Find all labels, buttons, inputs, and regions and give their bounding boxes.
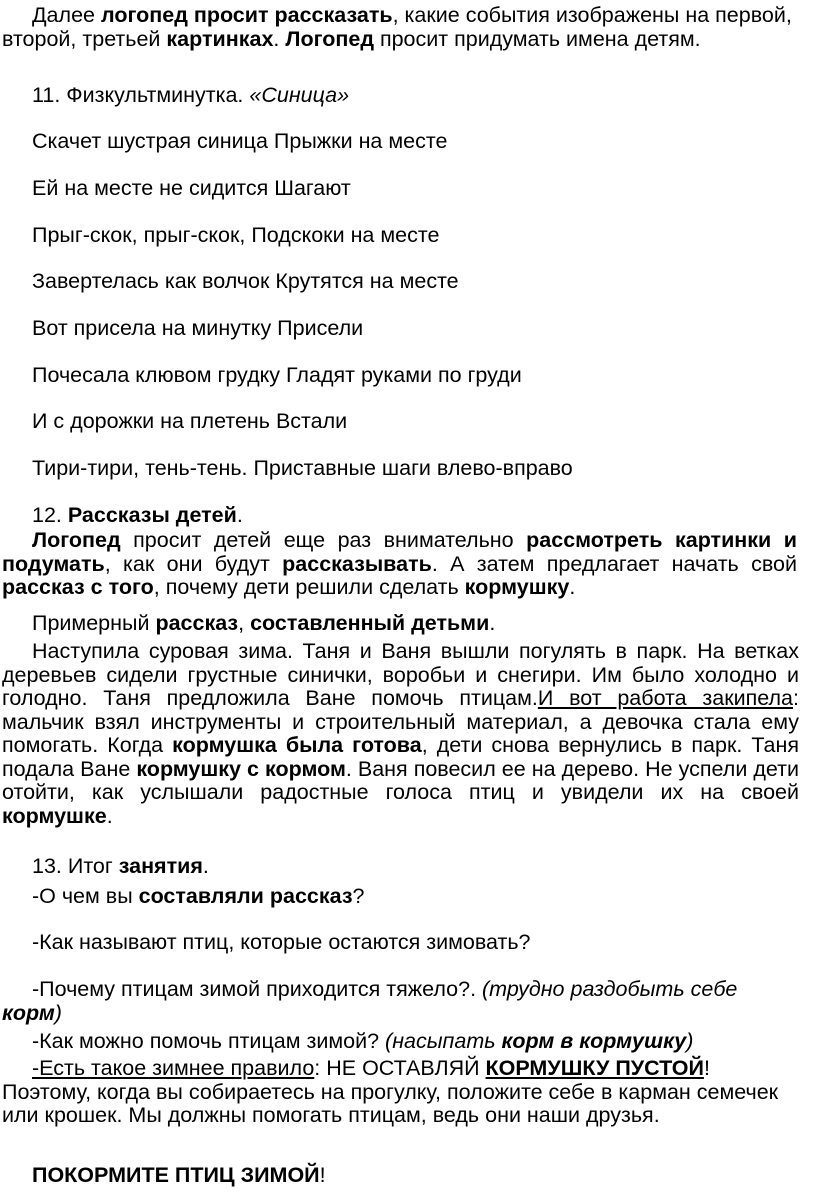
bold-text: рассказывать [282, 551, 432, 576]
text: . [273, 26, 286, 51]
bold-text: Логопед [32, 528, 121, 552]
logoped-paragraph [2, 529, 797, 600]
bold-underlined-text: КОРМУШКУ ПУСТОЙ [485, 1056, 704, 1080]
underlined-text [486, 1056, 704, 1080]
example-heading [32, 612, 495, 636]
bold-italic-text: корм в кормушку [501, 1029, 687, 1053]
item-12-heading [32, 504, 243, 528]
bold-text: логопед просит рассказать [100, 3, 393, 27]
question-1 [32, 885, 365, 909]
text: . [569, 575, 576, 599]
bold-text: занятия [118, 854, 203, 878]
text: 12. [32, 503, 68, 527]
text: просит детей еще раз внимательно [120, 528, 527, 552]
bold-text: кормушку с кормом [136, 756, 346, 781]
poem-line: Вот присела на минутку Присели [32, 316, 364, 340]
poem-line: Почесала клювом грудку Гладят руками по груди [32, 363, 522, 387]
item-11-heading [32, 84, 349, 108]
text: 13. Итог [32, 854, 119, 878]
text: , дети снова вернулись в парк. Таня подала Ване [2, 733, 799, 781]
bold-text: рассказ с того [2, 575, 154, 599]
bold-text: кормушка была готова [172, 733, 422, 757]
italic-text [2, 1001, 55, 1025]
text: просит придумать имена детям. [373, 26, 701, 51]
text: : мальчик взял инструменты и строительный материал, а девочка стала ему помогать. Когда [2, 686, 799, 757]
rule-paragraph [2, 1057, 797, 1128]
text: 11. Физкультминутка. [32, 83, 250, 107]
text: . [236, 503, 243, 527]
poem-line: Ей на месте не сидится Шагают [32, 176, 351, 200]
bold-text: составленный детьми [250, 611, 490, 635]
text: , почему дети решили сделать [153, 575, 465, 599]
bold-text: рассмотреть картинки и подумать [2, 528, 797, 576]
text: . [489, 611, 496, 635]
text: ? [352, 884, 365, 908]
bold-text: картинках [166, 26, 274, 51]
intro-paragraph [2, 4, 802, 51]
italic-text: (насыпать [385, 1029, 502, 1053]
text: -Как можно помочь птицам зимой? [32, 1029, 386, 1053]
final-slogan [32, 1164, 326, 1188]
story-paragraph [2, 640, 799, 828]
bold-text: составляли рассказ [138, 884, 353, 908]
poem-line: Скачет шустрая синица Прыжки на месте [32, 129, 448, 153]
text: , какие события изображены на первой, второй, третьей [2, 3, 792, 51]
question-4 [32, 1030, 693, 1054]
bold-text: рассказ [155, 611, 239, 635]
text: Далее [32, 3, 101, 27]
text: . [202, 854, 209, 878]
poem-line: Тири-тири, тень-тень. Приставные шаги влево-вправо [32, 456, 573, 480]
italic-text: (трудно раздобыть себе [482, 977, 738, 1001]
bold-italic-text: корм [2, 1000, 55, 1025]
bold-text: Логопед [285, 26, 374, 51]
question-3 [2, 978, 762, 1025]
underlined-text: -Есть такое зимнее правило [32, 1056, 315, 1080]
text: . Ваня повесил ее на дерево. Не успели дети отойти, как услышали радостные голоса птиц и увидели их на своей [2, 756, 800, 804]
text: -О чем вы [32, 884, 139, 908]
italic-text: ) [686, 1029, 694, 1053]
italic-text: «Синица» [249, 83, 350, 107]
bold-text: кормушку [464, 575, 570, 599]
text: Примерный [32, 611, 156, 635]
text: -Почему птицам зимой приходится тяжело?. [32, 977, 483, 1001]
poem-line: Прыг-скок, прыг-скок, Подскоки на месте [32, 223, 440, 247]
text: , [238, 611, 251, 635]
text: Наступила суровая зима. Таня и Ваня вышли погулять в парк. На ветках деревьев сидели грустные синички, воробьи и снегири. Им было холодно и голодно. Таня предложила Ване помочь птицам. [2, 639, 799, 710]
poem-line: И с дорожки на плетень Встали [32, 409, 348, 433]
question-2: -Как называют птиц, которые остаются зимовать? [32, 930, 531, 954]
bold-text: Рассказы детей [67, 503, 237, 527]
text: ! [319, 1163, 326, 1187]
text: . А затем предлагает начать свой [431, 551, 797, 576]
italic-text [502, 1029, 687, 1053]
text: . [106, 803, 113, 828]
italic-text: ) [54, 1000, 62, 1025]
poem-line: Завертелась как волчок Крутятся на месте [32, 269, 459, 293]
item-13-heading [32, 855, 209, 879]
underlined-text: И вот работа закипела [537, 686, 793, 710]
text: , как они будут [104, 551, 283, 576]
bold-text: ПОКОРМИТЕ ПТИЦ ЗИМОЙ [32, 1163, 320, 1187]
text: : НЕ ОСТАВЛЯЙ [314, 1056, 486, 1080]
text: ! Поэтому, когда вы собираетесь на прогулку, положите себе в карман семечек или крошек. Мы должны помогать птицам, ведь они наши друзья. [2, 1056, 779, 1127]
bold-text: кормушке [2, 803, 107, 828]
